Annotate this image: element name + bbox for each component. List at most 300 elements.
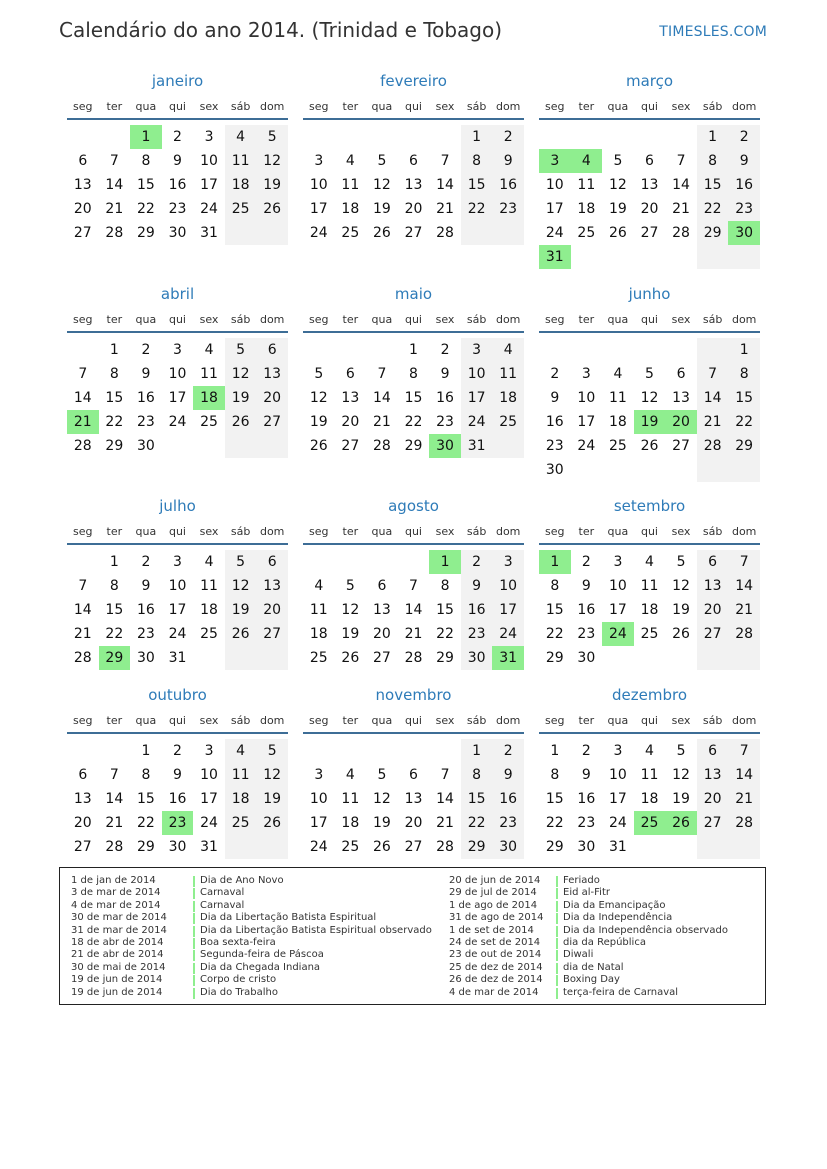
empty-weekend-cell	[697, 835, 729, 859]
day-cell: 20	[372, 626, 391, 642]
weekday-header: ter	[342, 714, 359, 727]
day-cell: 24	[608, 815, 627, 831]
day-cell: 13	[73, 177, 92, 193]
holiday-day-cell: 30	[728, 221, 760, 245]
weekday-header: sex	[435, 714, 455, 727]
month-name: outubro	[148, 686, 207, 704]
empty-weekend-cell	[225, 434, 257, 458]
day-cell: 17	[309, 815, 328, 831]
weekday-header: seg	[545, 714, 565, 727]
day-cell: 25	[640, 626, 659, 642]
day-cell: 15	[461, 787, 493, 811]
day-cell: 18	[225, 787, 257, 811]
day-cell: 19	[372, 815, 391, 831]
empty-weekend-cell	[225, 835, 257, 859]
month-name: agosto	[388, 497, 439, 515]
day-cell: 16	[136, 390, 155, 406]
weekday-header: ter	[106, 525, 123, 538]
day-cell: 12	[341, 602, 360, 618]
day-cell: 29	[136, 839, 155, 855]
day-cell: 10	[309, 177, 328, 193]
day-cell: 5	[377, 767, 387, 783]
day-cell: 23	[577, 626, 596, 642]
day-cell: 9	[173, 153, 182, 169]
day-cell: 11	[225, 149, 257, 173]
day-cell: 9	[141, 578, 151, 594]
day-cell: 21	[436, 201, 454, 217]
day-cell: 11	[640, 578, 659, 594]
day-cell: 10	[608, 578, 627, 594]
header-rule	[303, 118, 524, 120]
day-cell: 18	[640, 602, 659, 618]
day-cell: 15	[436, 602, 454, 618]
day-cell: 8	[550, 767, 560, 783]
empty-weekend-cell	[697, 338, 729, 362]
weekday-header: sáb	[702, 313, 723, 326]
empty-weekend-cell	[225, 646, 257, 670]
day-cell: 2	[141, 554, 151, 570]
weekday-header: sáb	[230, 714, 251, 727]
day-cell: 5	[256, 125, 288, 149]
weekday-header: sex	[671, 100, 691, 113]
day-cell: 28	[73, 438, 92, 454]
legend-color-marker	[193, 901, 195, 912]
weekday-header: ter	[578, 100, 595, 113]
day-cell: 31	[168, 650, 187, 666]
day-cell: 18	[309, 626, 328, 642]
day-cell: 22	[136, 815, 155, 831]
legend-color-marker	[556, 876, 558, 887]
day-cell: 29	[545, 839, 564, 855]
day-cell: 2	[141, 342, 151, 358]
day-cell: 15	[404, 390, 423, 406]
day-cell: 27	[672, 438, 690, 454]
month-name: janeiro	[151, 72, 204, 90]
day-cell: 23	[136, 414, 155, 430]
day-cell: 10	[200, 153, 218, 169]
day-cell: 24	[492, 622, 524, 646]
weekday-header: qui	[640, 525, 658, 538]
legend-holiday-name: Dia da Libertação Batista Espiritual	[200, 912, 377, 924]
day-cell: 19	[256, 173, 288, 197]
day-cell: 20	[697, 598, 729, 622]
weekday-header: seg	[309, 714, 329, 727]
day-cell: 2	[728, 125, 760, 149]
weekday-header: qui	[404, 100, 422, 113]
weekday-header: seg	[309, 100, 329, 113]
day-cell: 22	[436, 626, 454, 642]
day-cell: 20	[73, 201, 92, 217]
day-cell: 20	[404, 201, 423, 217]
day-cell: 19	[372, 201, 391, 217]
empty-weekend-cell	[256, 646, 288, 670]
day-cell: 4	[613, 366, 623, 382]
day-cell: 1	[109, 554, 119, 570]
day-cell: 18	[225, 173, 257, 197]
day-cell: 28	[404, 650, 423, 666]
page-title: Calendário do ano 2014. (Trinidad e Tobago)	[59, 18, 503, 42]
holiday-day-cell: 31	[539, 245, 571, 269]
weekday-header: dom	[259, 525, 285, 538]
day-cell: 3	[613, 554, 623, 570]
legend-holiday-name: dia da República	[563, 936, 646, 948]
day-cell: 18	[341, 201, 360, 217]
day-cell: 3	[613, 743, 623, 759]
weekday-header: qui	[640, 313, 658, 326]
day-cell: 10	[168, 578, 187, 594]
day-cell: 12	[608, 177, 627, 193]
day-cell: 23	[136, 626, 155, 642]
day-cell: 15	[105, 390, 124, 406]
legend-holiday-name: terça-feira de Carnaval	[563, 986, 679, 998]
header-rule	[303, 543, 524, 545]
day-cell: 5	[676, 743, 686, 759]
legend-date: 31 de ago de 2014	[449, 912, 544, 924]
weekday-header: sex	[199, 714, 219, 727]
day-cell: 13	[73, 791, 92, 807]
day-cell: 6	[345, 366, 355, 382]
day-cell: 6	[78, 767, 88, 783]
month-name: maio	[394, 285, 433, 303]
day-cell: 10	[577, 390, 596, 406]
weekday-header: qui	[168, 313, 186, 326]
weekday-header: dom	[731, 714, 757, 727]
empty-weekend-cell	[256, 835, 288, 859]
weekday-header: ter	[106, 714, 123, 727]
day-cell: 1	[409, 342, 418, 358]
year-calendar-grid	[67, 72, 760, 862]
legend-date: 1 de set de 2014	[449, 924, 534, 936]
day-cell: 29	[461, 835, 493, 859]
weekday-header: dom	[259, 313, 285, 326]
empty-weekend-cell	[728, 646, 760, 670]
day-cell: 11	[341, 177, 360, 193]
holiday-legend	[59, 867, 766, 1005]
day-cell: 24	[577, 438, 596, 454]
holiday-day-cell: 1	[429, 550, 461, 574]
legend-date: 30 de mar de 2014	[71, 912, 167, 924]
legend-date: 20 de jun de 2014	[449, 875, 541, 886]
day-cell: 7	[440, 767, 450, 783]
day-cell: 6	[697, 550, 729, 574]
day-cell: 25	[608, 438, 627, 454]
day-cell: 5	[377, 153, 387, 169]
day-cell: 20	[341, 414, 360, 430]
day-cell: 25	[577, 225, 596, 241]
day-cell: 21	[672, 201, 690, 217]
header-rule	[67, 543, 288, 545]
day-cell: 4	[345, 767, 355, 783]
day-cell: 5	[225, 338, 257, 362]
day-cell: 14	[672, 177, 690, 193]
day-cell: 14	[105, 177, 124, 193]
day-cell: 31	[608, 839, 627, 855]
day-cell: 2	[440, 342, 450, 358]
weekday-header: ter	[106, 100, 123, 113]
day-cell: 11	[341, 791, 360, 807]
holiday-day-cell: 30	[429, 434, 461, 458]
legend-date: 31 de mar de 2014	[71, 924, 167, 936]
day-cell: 27	[372, 650, 391, 666]
legend-color-marker	[556, 938, 558, 949]
day-cell: 13	[341, 390, 360, 406]
day-cell: 3	[314, 153, 324, 169]
day-cell: 16	[577, 791, 596, 807]
day-cell: 6	[697, 739, 729, 763]
day-cell: 27	[697, 622, 729, 646]
header-rule	[539, 543, 760, 545]
day-cell: 16	[492, 173, 524, 197]
day-cell: 7	[78, 578, 88, 594]
day-cell: 15	[545, 791, 564, 807]
header-rule	[303, 732, 524, 734]
day-cell: 20	[256, 386, 288, 410]
day-cell: 1	[728, 338, 760, 362]
day-cell: 8	[461, 763, 493, 787]
day-cell: 17	[168, 390, 187, 406]
day-cell: 3	[581, 366, 591, 382]
day-cell: 9	[492, 763, 524, 787]
empty-weekend-cell	[256, 221, 288, 245]
day-cell: 17	[492, 598, 524, 622]
day-cell: 1	[461, 739, 493, 763]
weekday-header: qui	[640, 714, 658, 727]
day-cell: 23	[461, 622, 493, 646]
weekday-header: ter	[342, 313, 359, 326]
day-cell: 11	[608, 390, 627, 406]
header-rule	[539, 118, 760, 120]
day-cell: 19	[672, 791, 690, 807]
legend-holiday-name: Dia do Trabalho	[200, 986, 279, 998]
day-cell: 20	[697, 787, 729, 811]
day-cell: 19	[256, 787, 288, 811]
day-cell: 13	[256, 362, 288, 386]
weekday-header: sáb	[466, 714, 487, 727]
day-cell: 9	[581, 578, 591, 594]
day-cell: 15	[105, 602, 124, 618]
weekday-header: dom	[495, 100, 521, 113]
day-cell: 15	[461, 173, 493, 197]
day-cell: 8	[461, 149, 493, 173]
day-cell: 28	[105, 225, 124, 241]
weekday-header: seg	[545, 313, 565, 326]
day-cell: 30	[577, 650, 596, 666]
day-cell: 8	[697, 149, 729, 173]
day-cell: 12	[309, 390, 328, 406]
day-cell: 22	[105, 626, 124, 642]
day-cell: 21	[73, 626, 92, 642]
day-cell: 11	[200, 366, 218, 382]
legend-date: 29 de jul de 2014	[449, 887, 537, 899]
day-cell: 24	[309, 225, 328, 241]
day-cell: 4	[204, 554, 214, 570]
day-cell: 11	[200, 578, 218, 594]
legend-holiday-name: Dia da Independência	[563, 912, 673, 924]
legend-color-marker	[193, 938, 195, 949]
legend-color-marker	[193, 950, 195, 961]
day-cell: 13	[697, 574, 729, 598]
legend-color-marker	[193, 963, 195, 974]
weekday-header: sex	[199, 313, 219, 326]
day-cell: 26	[256, 197, 288, 221]
legend-holiday-name: Dia da Libertação Batista Espiritual observado	[200, 924, 432, 936]
day-cell: 3	[204, 743, 214, 759]
day-cell: 28	[372, 438, 391, 454]
legend-color-marker	[193, 926, 195, 937]
day-cell: 8	[440, 578, 450, 594]
weekday-header: dom	[495, 714, 521, 727]
holiday-day-cell: 21	[67, 410, 99, 434]
empty-weekend-cell	[728, 245, 760, 269]
day-cell: 26	[608, 225, 627, 241]
day-cell: 27	[256, 410, 288, 434]
day-cell: 9	[581, 767, 591, 783]
day-cell: 6	[645, 153, 654, 169]
day-cell: 15	[545, 602, 564, 618]
day-cell: 12	[256, 763, 288, 787]
legend-color-marker	[556, 975, 558, 986]
weekday-header: sex	[671, 525, 691, 538]
legend-date: 1 de jan de 2014	[71, 875, 156, 886]
day-cell: 26	[672, 626, 690, 642]
day-cell: 17	[309, 201, 328, 217]
weekday-header: qua	[135, 714, 157, 727]
day-cell: 2	[550, 366, 560, 382]
weekday-header: dom	[495, 525, 521, 538]
weekday-header: sex	[435, 100, 455, 113]
day-cell: 30	[136, 650, 155, 666]
day-cell: 22	[697, 197, 729, 221]
day-cell: 22	[404, 414, 423, 430]
day-cell: 6	[78, 153, 88, 169]
legend-holiday-name: Boxing Day	[563, 974, 620, 986]
weekday-header: qui	[404, 714, 422, 727]
weekday-header: seg	[73, 525, 93, 538]
day-cell: 26	[372, 225, 391, 241]
day-cell: 22	[545, 626, 564, 642]
holiday-day-cell: 3	[539, 149, 571, 173]
weekday-header: qua	[135, 525, 157, 538]
day-cell: 1	[697, 125, 729, 149]
day-cell: 9	[440, 366, 450, 382]
weekday-header: ter	[578, 714, 595, 727]
day-cell: 20	[73, 815, 92, 831]
day-cell: 21	[728, 787, 760, 811]
day-cell: 27	[404, 225, 423, 241]
legend-date: 18 de abr de 2014	[71, 936, 164, 948]
weekday-header: seg	[73, 714, 93, 727]
day-cell: 1	[461, 125, 493, 149]
day-cell: 17	[608, 602, 627, 618]
day-cell: 20	[256, 598, 288, 622]
day-cell: 23	[436, 414, 454, 430]
day-cell: 31	[200, 839, 218, 855]
legend-color-marker	[193, 975, 195, 986]
empty-weekend-cell	[461, 221, 493, 245]
day-cell: 14	[73, 602, 92, 618]
weekday-header: sáb	[702, 525, 723, 538]
day-cell: 9	[141, 366, 151, 382]
day-cell: 23	[577, 815, 596, 831]
day-cell: 24	[461, 410, 493, 434]
day-cell: 13	[404, 177, 423, 193]
header-rule	[539, 331, 760, 333]
day-cell: 23	[492, 197, 524, 221]
weekday-header: sáb	[702, 100, 723, 113]
day-cell: 4	[314, 578, 324, 594]
day-cell: 26	[225, 622, 257, 646]
day-cell: 7	[109, 153, 119, 169]
day-cell: 17	[608, 791, 627, 807]
day-cell: 9	[173, 767, 182, 783]
day-cell: 3	[461, 338, 493, 362]
weekday-header: qua	[607, 100, 629, 113]
legend-holiday-name: Segunda-feira de Páscoa	[200, 949, 324, 961]
legend-date: 26 de dez de 2014	[449, 974, 543, 986]
day-cell: 19	[672, 602, 690, 618]
legend-date: 1 de ago de 2014	[449, 899, 538, 911]
day-cell: 8	[409, 366, 418, 382]
day-cell: 23	[492, 811, 524, 835]
day-cell: 16	[168, 791, 187, 807]
weekday-header: qui	[168, 714, 186, 727]
empty-weekend-cell	[728, 458, 760, 482]
weekday-header: qua	[371, 525, 393, 538]
brand-link[interactable]: TIMESLES.COM	[659, 24, 767, 40]
weekday-header: seg	[73, 100, 93, 113]
day-cell: 19	[341, 626, 360, 642]
month-name: julho	[159, 497, 196, 515]
day-cell: 16	[545, 414, 564, 430]
weekday-header: sáb	[230, 100, 251, 113]
day-cell: 8	[109, 578, 119, 594]
day-cell: 11	[309, 602, 328, 618]
day-cell: 8	[141, 767, 151, 783]
weekday-header: sex	[435, 525, 455, 538]
day-cell: 5	[345, 578, 355, 594]
weekday-header: seg	[545, 525, 565, 538]
legend-holiday-name: Eid al-Fitr	[563, 887, 610, 899]
day-cell: 5	[225, 550, 257, 574]
day-cell: 7	[697, 362, 729, 386]
day-cell: 30	[461, 646, 493, 670]
day-cell: 15	[136, 177, 155, 193]
day-cell: 22	[105, 414, 124, 430]
day-cell: 14	[372, 390, 391, 406]
day-cell: 28	[728, 622, 760, 646]
day-cell: 11	[640, 767, 659, 783]
day-cell: 15	[697, 173, 729, 197]
day-cell: 24	[200, 201, 218, 217]
day-cell: 25	[492, 410, 524, 434]
day-cell: 22	[461, 197, 493, 221]
day-cell: 1	[141, 743, 151, 759]
day-cell: 16	[436, 390, 454, 406]
legend-holiday-name: Dia de Ano Novo	[200, 875, 284, 886]
day-cell: 27	[640, 225, 659, 241]
weekday-header: ter	[578, 313, 595, 326]
legend-color-marker	[556, 888, 558, 899]
legend-holiday-name: Carnaval	[200, 887, 245, 899]
day-cell: 28	[436, 839, 454, 855]
weekday-header: sáb	[466, 100, 487, 113]
day-cell: 10	[545, 177, 564, 193]
day-cell: 1	[550, 743, 560, 759]
day-cell: 6	[409, 153, 418, 169]
day-cell: 11	[225, 763, 257, 787]
day-cell: 28	[436, 225, 454, 241]
day-cell: 26	[225, 410, 257, 434]
